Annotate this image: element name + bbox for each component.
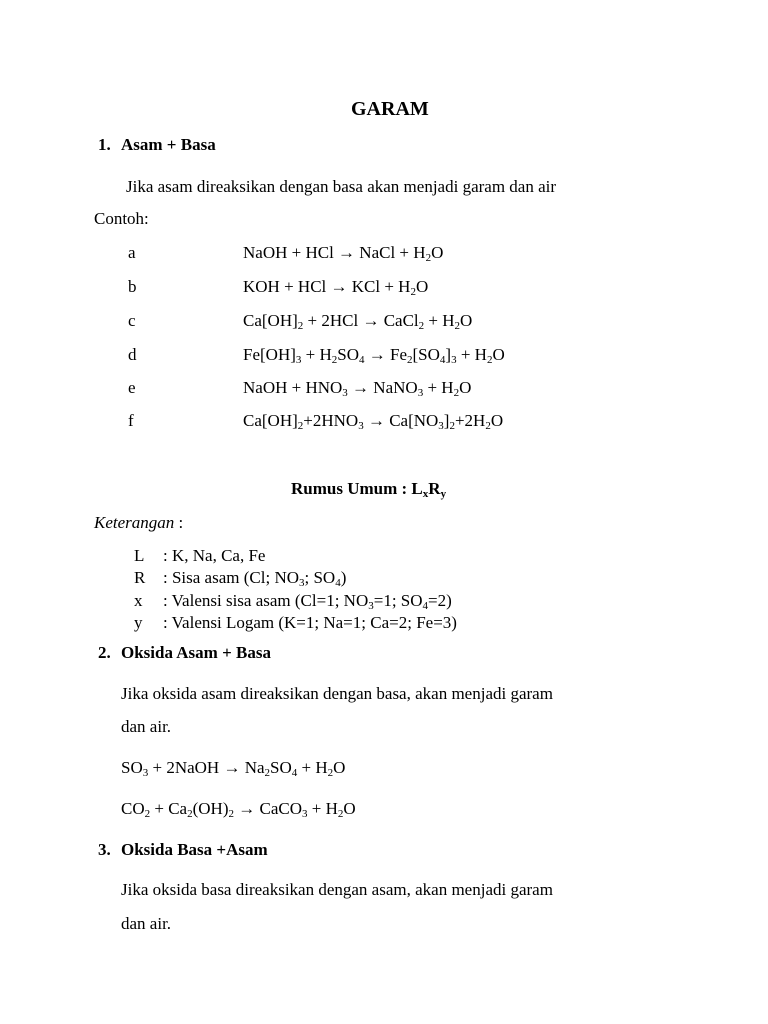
contoh-label: Contoh: xyxy=(94,209,149,228)
keterangan-heading xyxy=(94,513,183,533)
section3-heading: Oksida Basa +Asam xyxy=(121,840,268,859)
keterangan-label: Keterangan xyxy=(94,513,175,532)
example-label: a xyxy=(128,243,136,262)
section3-number: 3. xyxy=(98,840,111,859)
section2-description-line2: dan air. xyxy=(121,717,172,736)
example-equation: KOH + HCl → KCl + $H_2O$ xyxy=(243,277,429,298)
section1-number: 1. xyxy=(98,135,111,154)
example-label: f xyxy=(128,411,134,430)
example-equation: NaOH + $HNO_3$ → NaNO$_3$ + $H_2O$ xyxy=(243,378,472,399)
legend-symbol: x xyxy=(134,591,143,610)
legend-text: : K, Na, Ca, Fe xyxy=(163,546,266,565)
section2-equation: $CO_2 + Ca_2(OH)_2$ → CaCO$_3$ + $H_2O$ xyxy=(121,799,356,820)
example-label: e xyxy=(128,378,136,397)
example-equation: $Fe[OH]_3 + H_2SO_4 \to Fe_2[SO_4]_3 + H_2O$ xyxy=(243,345,505,366)
section2-equation: $SO_3$ + 2NaOH → $Na_2SO_4 + H_2O$ xyxy=(121,758,346,779)
legend-text: : Valensi sisa asam (Cl=1; $NO_3=1$; $SO_4=2$) xyxy=(163,591,452,612)
keterangan-colon: : xyxy=(174,513,184,532)
page-title: GARAM xyxy=(351,98,429,120)
section3-description-line1: Jika oksida basa direaksikan dengan asam, akan menjadi garam xyxy=(121,880,553,899)
legend-text: : Valensi Logam (K=1; Na=1; Ca=2; Fe=3) xyxy=(163,613,457,632)
legend-symbol: R xyxy=(134,568,146,587)
section1-description: Jika asam direaksikan dengan basa akan menjadi garam dan air xyxy=(126,177,557,196)
section2-description-line1: Jika oksida asam direaksikan dengan basa, akan menjadi garam xyxy=(121,684,553,703)
example-equation: NaOH + HCl → NaCl + $H_2O$ xyxy=(243,243,444,264)
example-equation: $Ca[OH]_2+2HNO_3 \to Ca[NO_3]_2+2H_2O$ xyxy=(243,411,504,432)
section1-heading: Asam + Basa xyxy=(121,135,216,154)
section3-description-line2: dan air. xyxy=(121,914,172,933)
section2-number: 2. xyxy=(98,643,111,662)
example-label: c xyxy=(128,311,136,330)
example-label: d xyxy=(128,345,137,364)
legend-symbol: L xyxy=(134,546,145,565)
example-label: b xyxy=(128,277,137,296)
section2-heading: Oksida Asam + Basa xyxy=(121,643,271,662)
example-equation: $Ca[OH]_2 + 2HCl$ → CaCl$_2$ + $H_2O$ xyxy=(243,311,473,332)
legend-symbol: y xyxy=(134,613,143,632)
legend-text: : Sisa asam (Cl; $NO_3$; $SO_4$) xyxy=(163,568,347,589)
general-formula: Rumus Umum : $L_xR_y$ xyxy=(291,479,447,500)
